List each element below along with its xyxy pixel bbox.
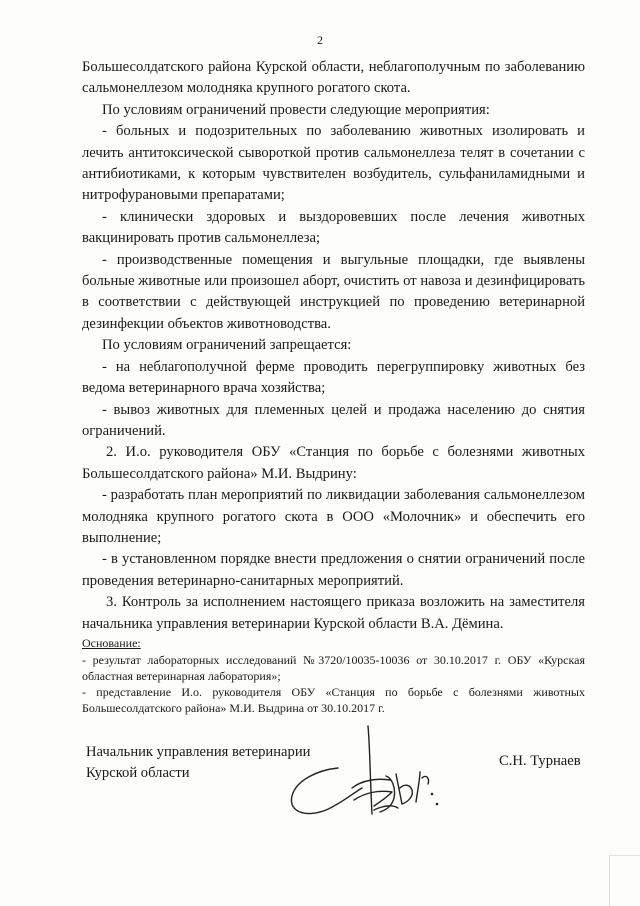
paragraph-continuation: Большесолдатского района Курской области, неблагополучным по заболеванию сальмонеллезом молодняка крупного рогатого скота. — [82, 59, 585, 97]
signatory-name: С.Н. Турнаев — [499, 753, 581, 769]
page-corner-edge — [609, 855, 640, 906]
basis-item-lab-results: - результат лабораторных исследований №3720/10035-10036 от 30.10.2017 г. ОБУ «Курская областная ветеринарная лаборатория»; — [82, 653, 585, 683]
paragraph-no-regrouping: - на неблагополучной ферме проводить перегруппировку животных без ведома ветеринарного врача хозяйства; — [82, 358, 585, 397]
basis-item-submission: - представление И.о. руководителя ОБУ «Станция по борьбе с болезнями животных Большесолдатского района» М.И. Выдрина от 30.10.2017 г. — [82, 685, 585, 715]
paragraph-item-3: 3. Контроль за исполнением настоящего приказа возложить на заместителя начальника управления ветеринарии Курской области В.А. Дёмина. — [82, 594, 585, 632]
signatory-position-line1: Начальник управления ветеринарии — [86, 744, 311, 760]
paragraph-vaccinate: - клинически здоровых и выздоровевших после лечения животных вакцинировать против сальмонеллеза; — [82, 208, 585, 247]
order-body — [82, 57, 585, 635]
signatory-position — [86, 742, 310, 784]
paragraph-plan: - разработать план мероприятий по ликвидации заболевания сальмонеллезом молодняка крупного рогатого скота в ООО «Молочник» и обеспечить его выполнение; — [82, 487, 585, 546]
signatory-position-line2: Курской области — [86, 765, 190, 781]
paragraph-disinfect: - производственные помещения и выгульные площадки, где выявлены больные животные или произошел аборт, очистить от навоза и дезинфицировать в соответствии с действующей инструкцией по проведению ветеринарной дезинфекции объектов животноводства. — [82, 251, 585, 332]
paragraph-no-export: - вывоз животных для племенных целей и продажа населению до снятия ограничений. — [82, 401, 585, 439]
basis-title: Основание: — [82, 636, 141, 650]
paragraph-item-2: 2. И.о. руководителя ОБУ «Станция по борьбе с болезнями животных Большесолдатского района» М.И. Выдрину: — [82, 444, 585, 482]
paragraph-prohibited: По условиям ограничений запрещается: — [102, 337, 352, 354]
paragraph-proposals: - в установленном порядке внести предложения о снятии ограничений после проведения ветеринарно-санитарных мероприятий. — [82, 551, 585, 589]
page-number: 2 — [317, 33, 323, 47]
handwritten-signature — [282, 718, 452, 828]
paragraph-restrictions-measures: По условиям ограничений провести следующие мероприятия: — [102, 101, 490, 118]
paragraph-isolate-treat: - больных и подозрительных по заболеванию животных изолировать и лечить антитоксической сывороткой против сальмонеллеза телят в сочетании с антибиотиками, к которым чувствителен возбудитель, сульфаниламидными и нитрофурановыми препаратами; — [82, 123, 585, 204]
basis-section — [82, 635, 585, 716]
